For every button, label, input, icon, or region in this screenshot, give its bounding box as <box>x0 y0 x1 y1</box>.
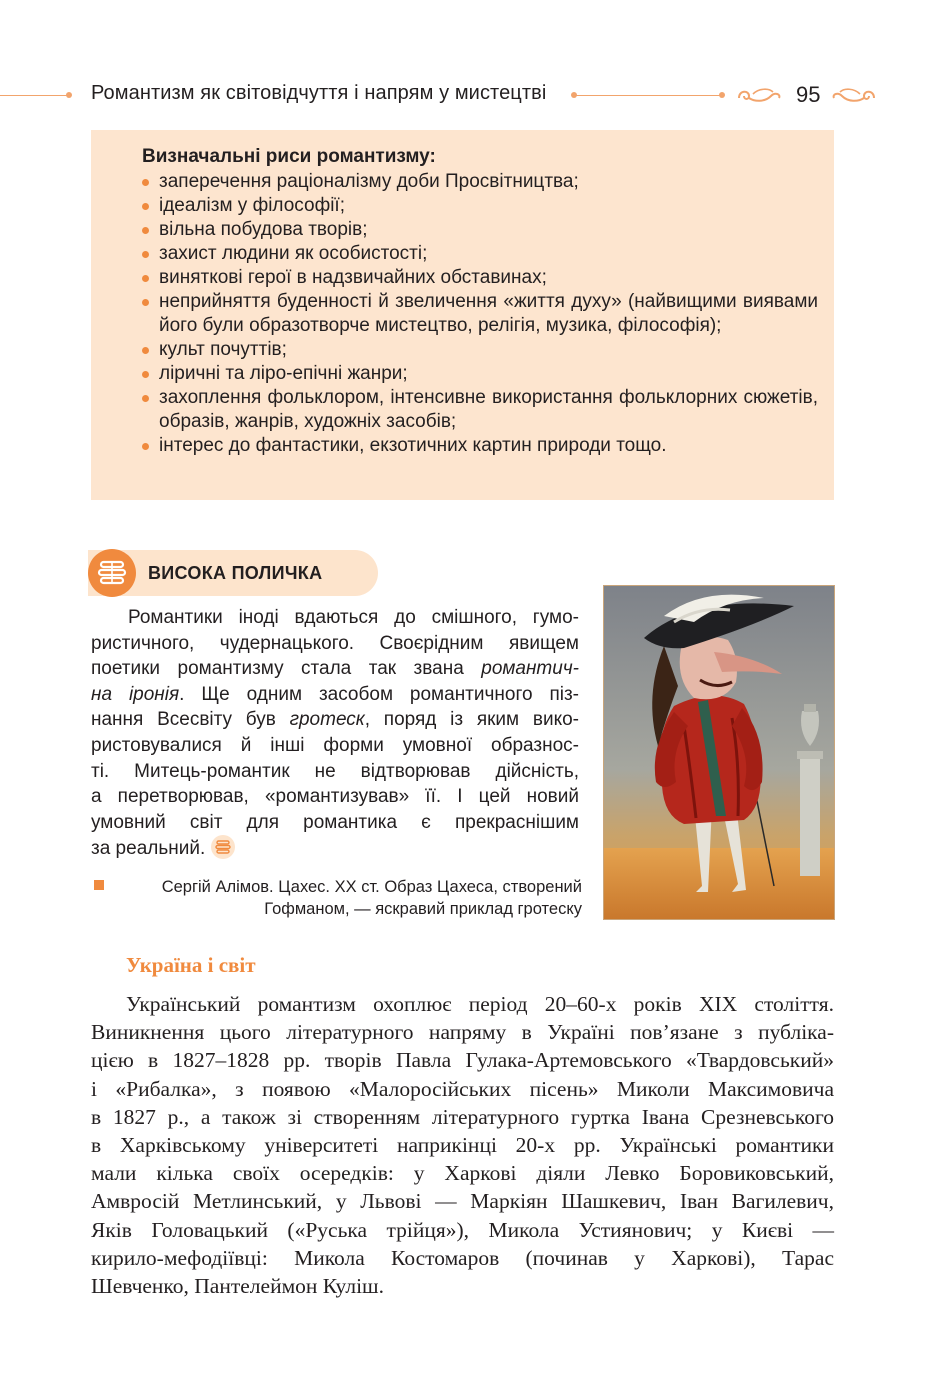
scroll-ornament-right-icon <box>830 84 878 106</box>
body-line: мали кілька своїх осередків: у Харкові діяли Левко Боровиковський, <box>91 1161 834 1186</box>
italic-term: на іронія <box>91 683 180 705</box>
sidebar-line: ристичного, чудернацького. Своєрідним явищем <box>91 632 579 654</box>
italic-term: романтич- <box>481 658 579 680</box>
sidebar-paragraph <box>91 605 579 862</box>
body-line: Амвросій Метлинський, у Львові — Маркіян Шашкевич, Іван Вагилевич, <box>91 1189 834 1214</box>
caption-line: Гофманом, — яскравий приклад гротеску <box>264 900 582 918</box>
body-line: Шевченко, Пантелеймон Куліш. <box>91 1274 384 1299</box>
sidebar-line: ристовувалися й інші форми умовної образнос- <box>91 734 579 756</box>
sidebar-line: поетики романтизму стала так звана романтич- <box>91 658 579 680</box>
sidebar-line: ті. Митець-романтик не відтворював дійсність, <box>91 760 579 782</box>
feature-item: захоплення фольклором, інтенсивне використання фольклорних сюжетів, образів, жанрів, художніх засобів; <box>142 386 818 434</box>
sidebar-line: нання Всесвіту був гротеск, поряд із яким вико- <box>91 709 579 731</box>
caption-line: Сергій Алімов. Цахес. XX ст. Образ Цахеса, створений <box>161 878 582 896</box>
header-rule-mid <box>574 95 722 96</box>
feature-item: виняткові герої в надзвичайних обставинах; <box>142 266 818 290</box>
illustration-caption <box>120 876 582 920</box>
body-line: в Харківському університеті наприкінці 20-х рр. Українські романтики <box>91 1133 834 1158</box>
body-line: Виникнення цього літературного напряму в Україні пов’язане з публіка- <box>91 1020 834 1045</box>
page-number: 95 <box>796 82 821 107</box>
sidebar-line: за реальний. <box>91 838 206 860</box>
feature-item: культ почуттів; <box>142 338 818 362</box>
scroll-ornament-left-icon <box>735 84 783 106</box>
body-line: цією в 1827–1828 рр. творів Павла Гулака-Артемовського «Твардовський» <box>91 1048 834 1073</box>
header-rule-left <box>0 95 68 96</box>
running-title: Романтизм як світовідчуття і напрям у мистецтві <box>91 82 547 104</box>
italic-term: гротеск <box>289 709 365 731</box>
feature-item: інтерес до фантастики, екзотичних картин природи тощо. <box>142 434 818 458</box>
bookshelf-icon <box>88 549 136 597</box>
sidebar-line: Романтики іноді вдаються до смішного, гумо- <box>128 607 579 628</box>
sidebar-line: умовний світ для романтика є прекраснішим <box>91 811 579 833</box>
features-title: Визначальні риси романтизму: <box>142 146 436 167</box>
body-line: в 1827 р., а також зі створенням літературного гуртка Івана Срезневського <box>91 1104 834 1129</box>
header-dot-left <box>66 92 72 98</box>
section-title: Україна і світ <box>126 953 256 977</box>
feature-item: захист людини як особистості; <box>142 242 818 266</box>
body-line: і «Рибалка», з появою «Малоросійських пісень» Миколи Максимовича <box>91 1076 834 1101</box>
body-line: кирило-мефодіївці: Микола Костомаров (починав у Харкові), Тарас <box>91 1245 834 1270</box>
feature-item: заперечення раціоналізму доби Просвітництва; <box>142 170 818 194</box>
sidebar-line: а перетворював, «романтизував» її. І цей новий <box>91 786 579 808</box>
body-line: Український романтизм охоплює період 20–60-х років XIX століття. <box>126 992 834 1016</box>
sidebar-line: на іронія. Ще одним засобом романтичного піз- <box>91 683 579 705</box>
feature-item: неприйняття буденності й звеличення «життя духу» (найвищими виявами його були образотворче мистецтво, релігія, музика, філософія); <box>142 290 818 338</box>
bookshelf-end-icon <box>211 835 235 859</box>
zaches-illustration <box>603 585 835 920</box>
sidebar-title: ВИСОКА ПОЛИЧКА <box>148 563 323 583</box>
body-line: Яків Головацький («Руська трійця»), Микола Устиянович; у Києві — <box>91 1217 834 1242</box>
feature-item: ліричні та ліро-епічні жанри; <box>142 362 818 386</box>
section-paragraph <box>91 990 834 1300</box>
features-list <box>142 170 818 458</box>
sidebar-line-last <box>91 835 579 862</box>
feature-item: вільна побудова творів; <box>142 218 818 242</box>
feature-item: ідеалізм у філософії; <box>142 194 818 218</box>
header-dot-right <box>719 92 725 98</box>
caption-marker <box>94 880 104 890</box>
